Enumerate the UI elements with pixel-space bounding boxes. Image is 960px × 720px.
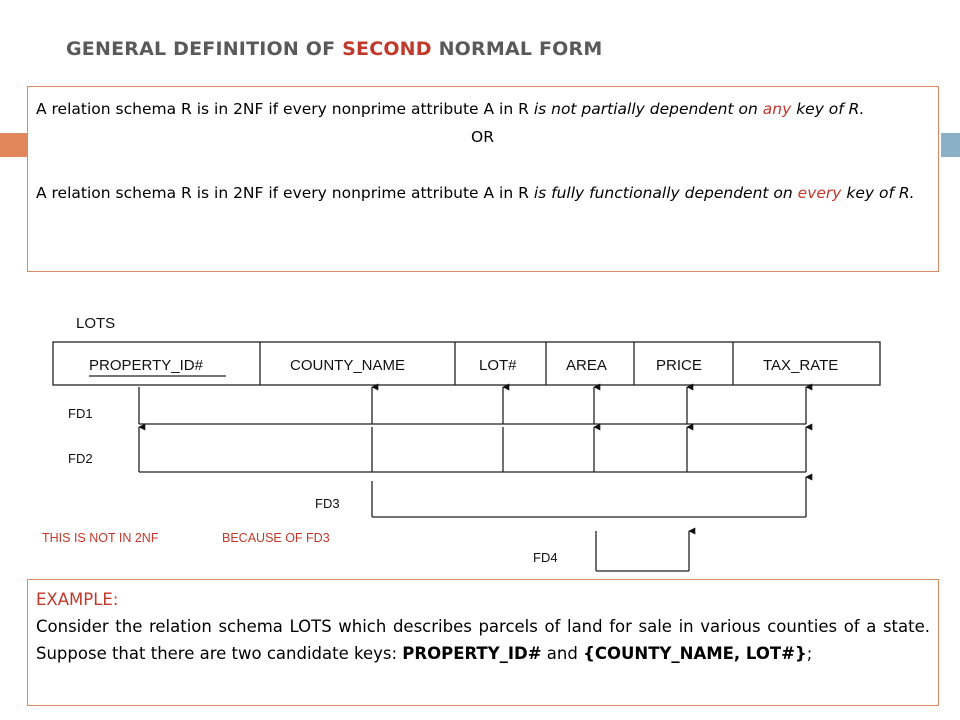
fd3-arrows (372, 477, 806, 517)
fd1-arrows (139, 387, 806, 424)
relation-name: LOTS (76, 315, 116, 332)
fd3-label: FD3 (315, 496, 340, 511)
title-suffix: NORMAL FORM (431, 38, 603, 60)
title-prefix: GENERAL DEFINITION OF (66, 38, 343, 60)
candidate-key-1: PROPERTY_ID# (402, 644, 542, 663)
candidate-key-2: {COUNTY_NAME, LOT#} (583, 644, 807, 663)
title-highlight: SECOND (342, 38, 432, 60)
attr-property-id: PROPERTY_ID# (89, 357, 203, 374)
definition-1: A relation schema R is in 2NF if every nonprime attribute A in R is not partially dependent on any key of R. (36, 100, 865, 118)
example-text: Consider the relation schema LOTS which describes parcels of land for sale in various counties of a state. Suppose that there are two candidate keys: PROPERTY_ID# and {COUNTY_NAME, LOT#}; (36, 617, 930, 663)
fd4-arrows (596, 531, 689, 571)
fd2-arrows (139, 427, 806, 472)
definition-2: A relation schema R is in 2NF if every nonprime attribute A in R is fully functionally dependent on every key of R. (36, 184, 915, 202)
because-fd3-note: BECAUSE OF FD3 (222, 531, 330, 545)
fd4-label: FD4 (533, 550, 558, 565)
or-separator: OR (471, 128, 494, 146)
attr-price: PRICE (656, 357, 702, 374)
fd2-label: FD2 (68, 451, 93, 466)
attr-area: AREA (566, 357, 607, 374)
example-box (27, 579, 939, 706)
attr-lot-number: LOT# (479, 357, 517, 374)
attr-tax-rate: TAX_RATE (763, 357, 839, 374)
attr-county-name: COUNTY_NAME (290, 357, 406, 374)
example-heading: EXAMPLE: (36, 590, 119, 609)
fd1-label: FD1 (68, 406, 93, 421)
not-2nf-note: THIS IS NOT IN 2NF (42, 531, 159, 545)
